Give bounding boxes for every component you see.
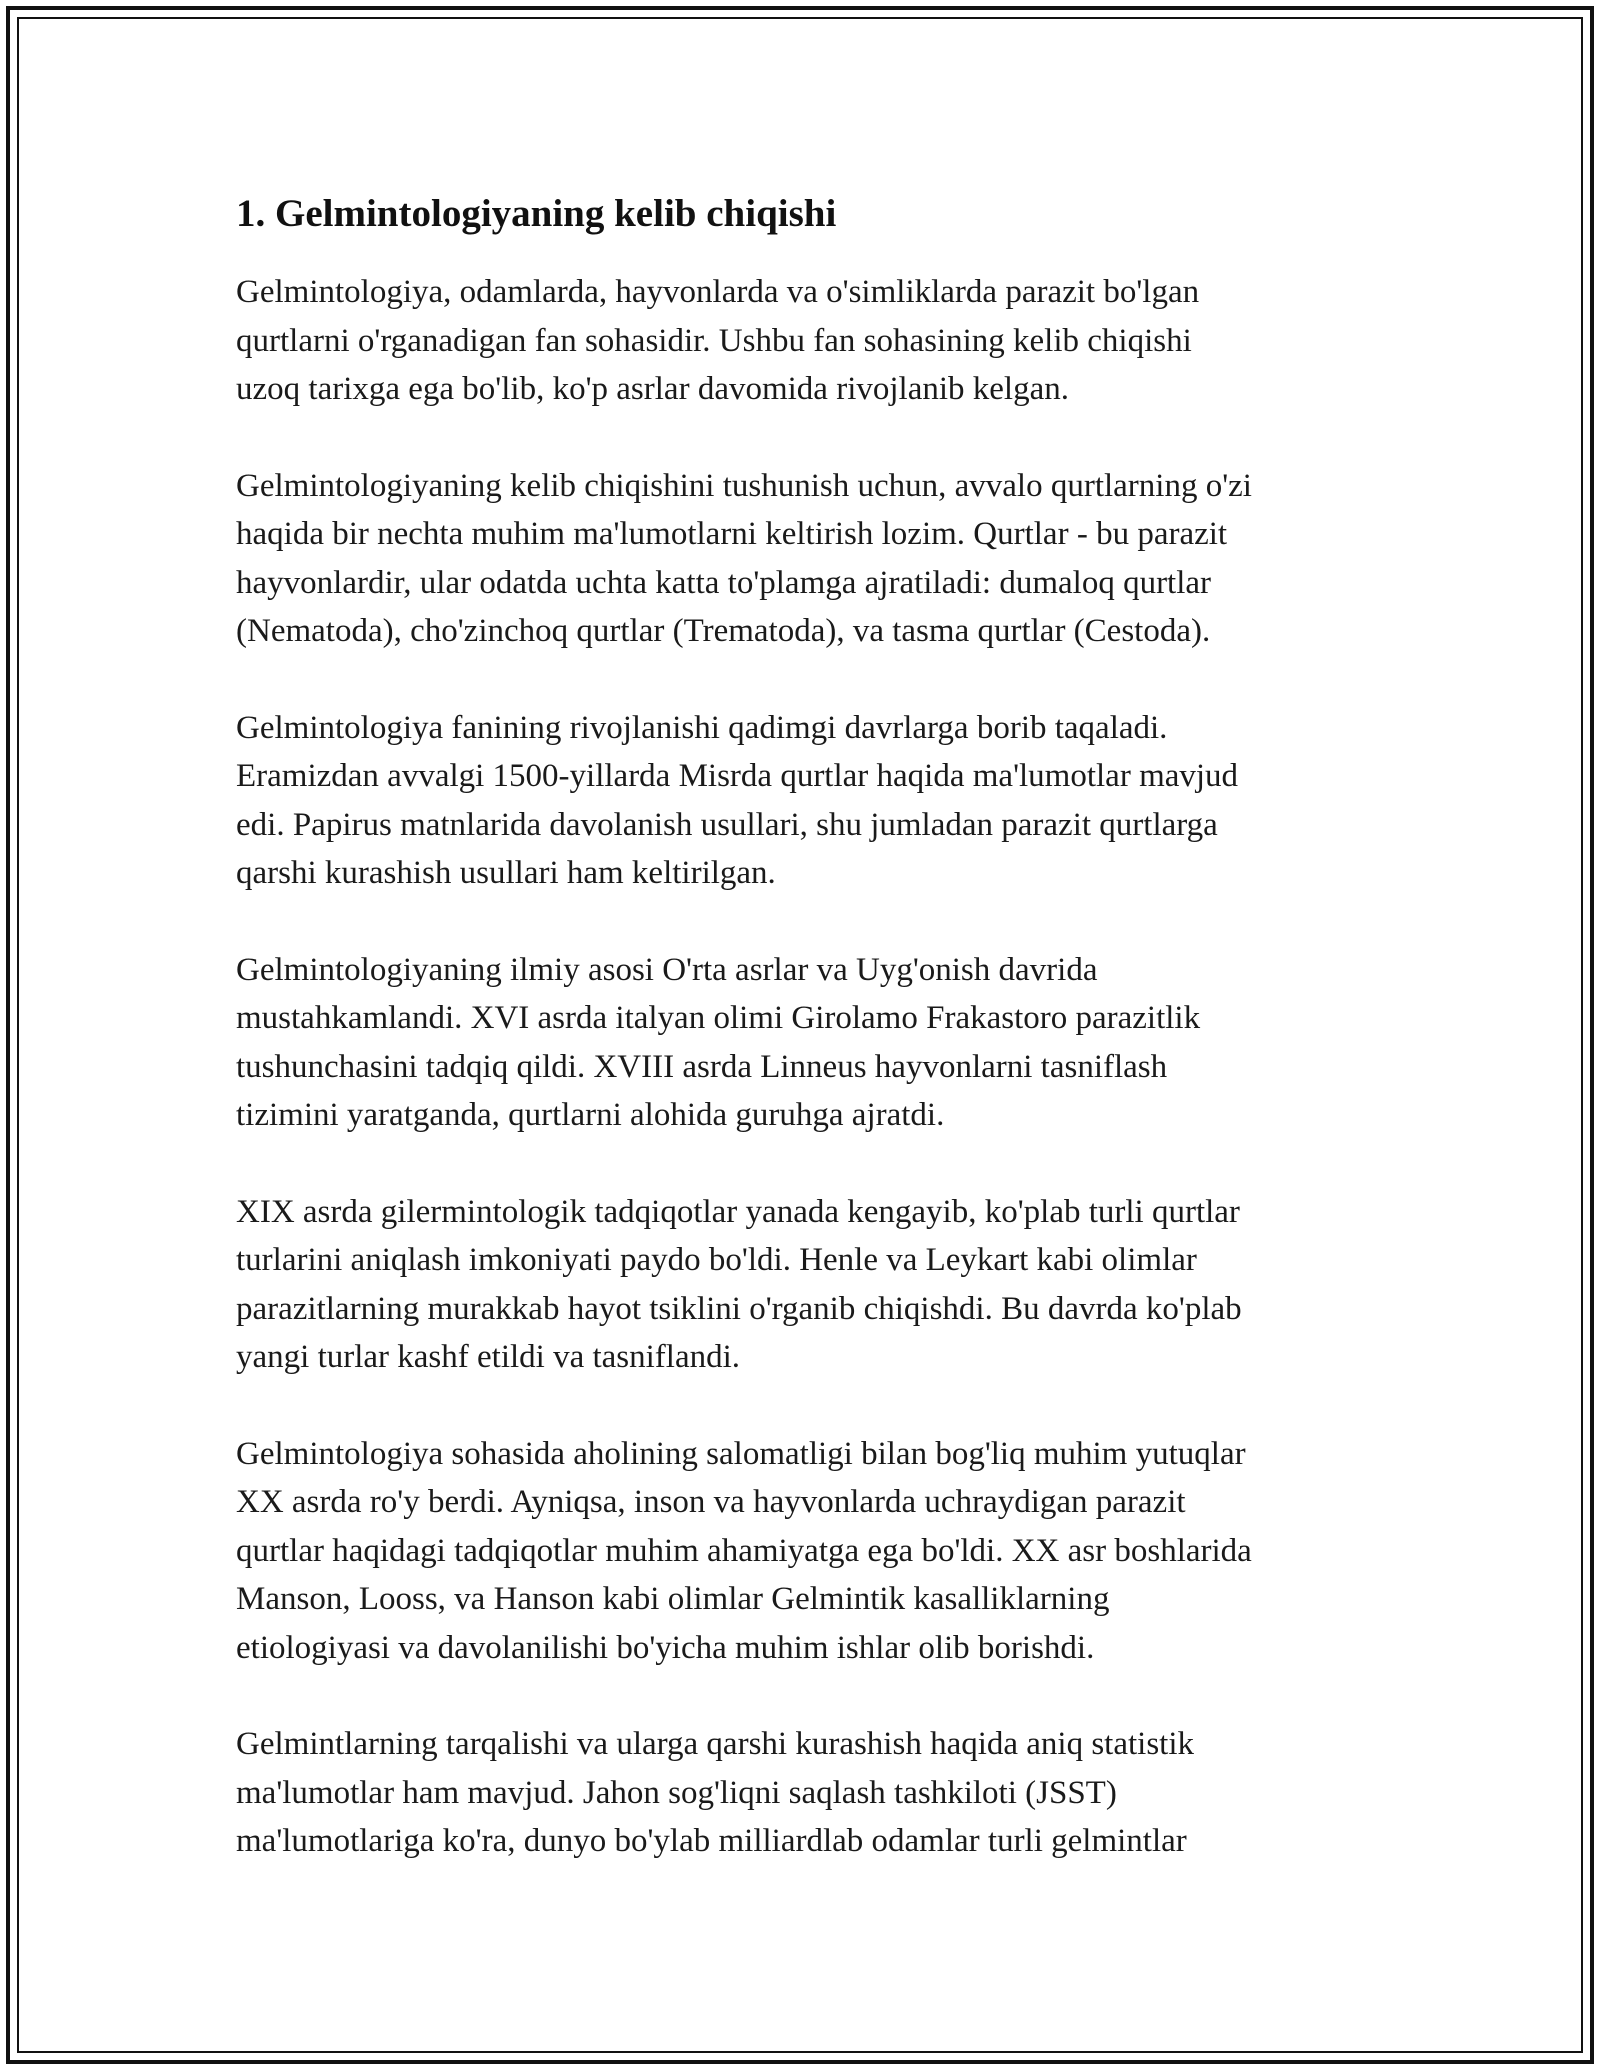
- text-line: XX asrda ro'y berdi. Ayniqsa, inson va hayvonlarda uchraydigan parazit: [236, 1484, 1186, 1520]
- text-line: XIX asrda gilermintologik tadqiqotlar yanada kengayib, ko'plab turli qurtlar: [236, 1193, 1240, 1230]
- text-line: yangi turlar kashf etildi va tasniflandi.: [236, 1339, 741, 1375]
- text-line: Gelmintologiya sohasida aholining salomatligi bilan bog'liq muhim yutuqlar: [236, 1435, 1246, 1472]
- text-line: ma'lumotlar ham mavjud. Jahon sog'liqni saqlash tashkiloti (JSST): [236, 1774, 1117, 1811]
- section-heading: 1. Gelmintologiyaning kelib chiqishi: [236, 192, 837, 235]
- paragraph-3: [236, 704, 1366, 898]
- text-line: Gelmintologiya, odamlarda, hayvonlarda va o'simliklarda parazit bo'lgan: [236, 274, 1200, 310]
- text-line: parazitlarning murakkab hayot tsiklini o'rganib chiqishdi. Bu davrda ko'plab: [236, 1290, 1242, 1327]
- text-line: (Nematoda), cho'zinchoq qurtlar (Trematoda), va tasma qurtlar (Cestoda).: [236, 613, 1211, 649]
- text-line: Gelmintologiya fanining rivojlanishi qadimgi davrlarga borib taqaladi.: [236, 709, 1168, 746]
- text-line: Manson, Looss, va Hanson kabi olimlar Gelmintik kasalliklarning: [236, 1581, 1110, 1617]
- text-line: Gelmintologiyaning ilmiy asosi O'rta asrlar va Uyg'onish davrida: [236, 951, 1098, 988]
- text-line: etiologiyasi va davolanilishi bo'yicha muhim ishlar olib borishdi.: [236, 1629, 1095, 1666]
- text-line: qurtlar haqidagi tadqiqotlar muhim ahamiyatga ega bo'ldi. XX asr boshlarida: [236, 1532, 1252, 1569]
- paragraph-5: [236, 1188, 1366, 1382]
- text-line: turlarini aniqlash imkoniyati paydo bo'ldi. Henle va Leykart kabi olimlar: [236, 1242, 1197, 1278]
- text-line: qurtlarni o'rganadigan fan sohasidir. Ushbu fan sohasining kelib chiqishi: [236, 322, 1192, 359]
- text-line: hayvonlardir, ular odatda uchta katta to'plamga ajratiladi: dumaloq qurtlar: [236, 564, 1212, 601]
- document-body: [236, 188, 1366, 1914]
- text-line: tushunchasini tadqiq qildi. XVIII asrda Linneus hayvonlarni tasniflash: [236, 1048, 1168, 1085]
- text-line: qarshi kurashish usullari ham keltirilgan.: [236, 855, 776, 891]
- text-line: ma'lumotlariga ko'ra, dunyo bo'ylab milliardlab odamlar turli gelmintlar: [236, 1823, 1187, 1859]
- text-line: edi. Papirus matnlarida davolanish usullari, shu jumladan parazit qurtlarga: [236, 806, 1218, 843]
- paragraph-1: [236, 268, 1366, 414]
- text-line: uzoq tarixga ega bo'lib, ko'p asrlar davomida rivojlanib kelgan.: [236, 371, 1069, 407]
- text-line: Gelmintologiyaning kelib chiqishini tushunish uchun, avvalo qurtlarning o'zi: [236, 467, 1252, 504]
- paragraph-2: [236, 462, 1366, 656]
- paragraph-6: [236, 1430, 1366, 1673]
- text-line: Eramizdan avvalgi 1500-yillarda Misrda qurtlar haqida ma'lumotlar mavjud: [236, 758, 1239, 794]
- text-line: tizimini yaratganda, qurtlarni alohida guruhga ajratdi.: [236, 1097, 945, 1133]
- text-line: mustahkamlandi. XVI asrda italyan olimi Girolamo Frakastoro parazitlik: [236, 1000, 1201, 1036]
- text-line: Gelmintlarning tarqalishi va ularga qarshi kurashish haqida aniq statistik: [236, 1726, 1195, 1762]
- text-line: haqida bir nechta muhim ma'lumotlarni keltirish lozim. Qurtlar - bu parazit: [236, 516, 1228, 552]
- paragraph-7: [236, 1720, 1366, 1866]
- paragraph-4: [236, 946, 1366, 1140]
